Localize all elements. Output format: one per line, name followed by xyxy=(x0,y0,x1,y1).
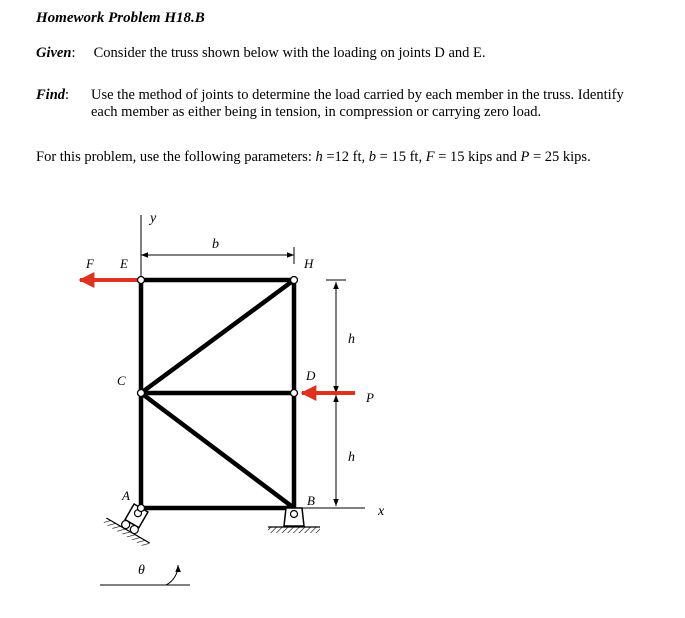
member-CH xyxy=(141,280,294,393)
find-label: Find: xyxy=(36,87,70,103)
joint-D xyxy=(291,390,298,397)
given-text: Consider the truss shown below with the loading on joints D and E. xyxy=(93,45,486,61)
find-text: Use the method of joints to determine the load carried by each member in the truss. Identify each member as either being in tension, in compression or carrying zero load. xyxy=(91,87,624,120)
label-b: b xyxy=(212,237,219,252)
joint-C xyxy=(138,390,145,397)
label-x: x xyxy=(378,504,385,519)
parameters-paragraph: For this problem, use the following parameters: h =12 ft, b = 15 ft, F = 15 kips and P = 25 kips. xyxy=(36,149,591,165)
label-B: B xyxy=(307,493,315,508)
joint-H xyxy=(291,277,298,284)
label-D: D xyxy=(306,368,316,383)
given-label: Given: xyxy=(36,45,76,61)
problem-title: Homework Problem H18.B xyxy=(36,10,205,26)
label-h-top: h xyxy=(348,332,355,347)
joint-E xyxy=(138,277,145,284)
label-E: E xyxy=(120,256,128,271)
label-h-bottom: h xyxy=(348,450,355,465)
label-y: y xyxy=(150,211,157,226)
label-H: H xyxy=(304,256,314,271)
theta-arc xyxy=(166,565,178,585)
label-A: A xyxy=(122,488,130,503)
label-theta: θ xyxy=(138,563,145,578)
support-B-pin xyxy=(268,508,320,533)
joint-A xyxy=(138,505,145,512)
label-C: C xyxy=(117,373,126,388)
support-A-roller xyxy=(103,496,162,549)
member-CB xyxy=(141,393,294,508)
label-P: P xyxy=(366,390,374,405)
label-F: F xyxy=(86,256,94,271)
